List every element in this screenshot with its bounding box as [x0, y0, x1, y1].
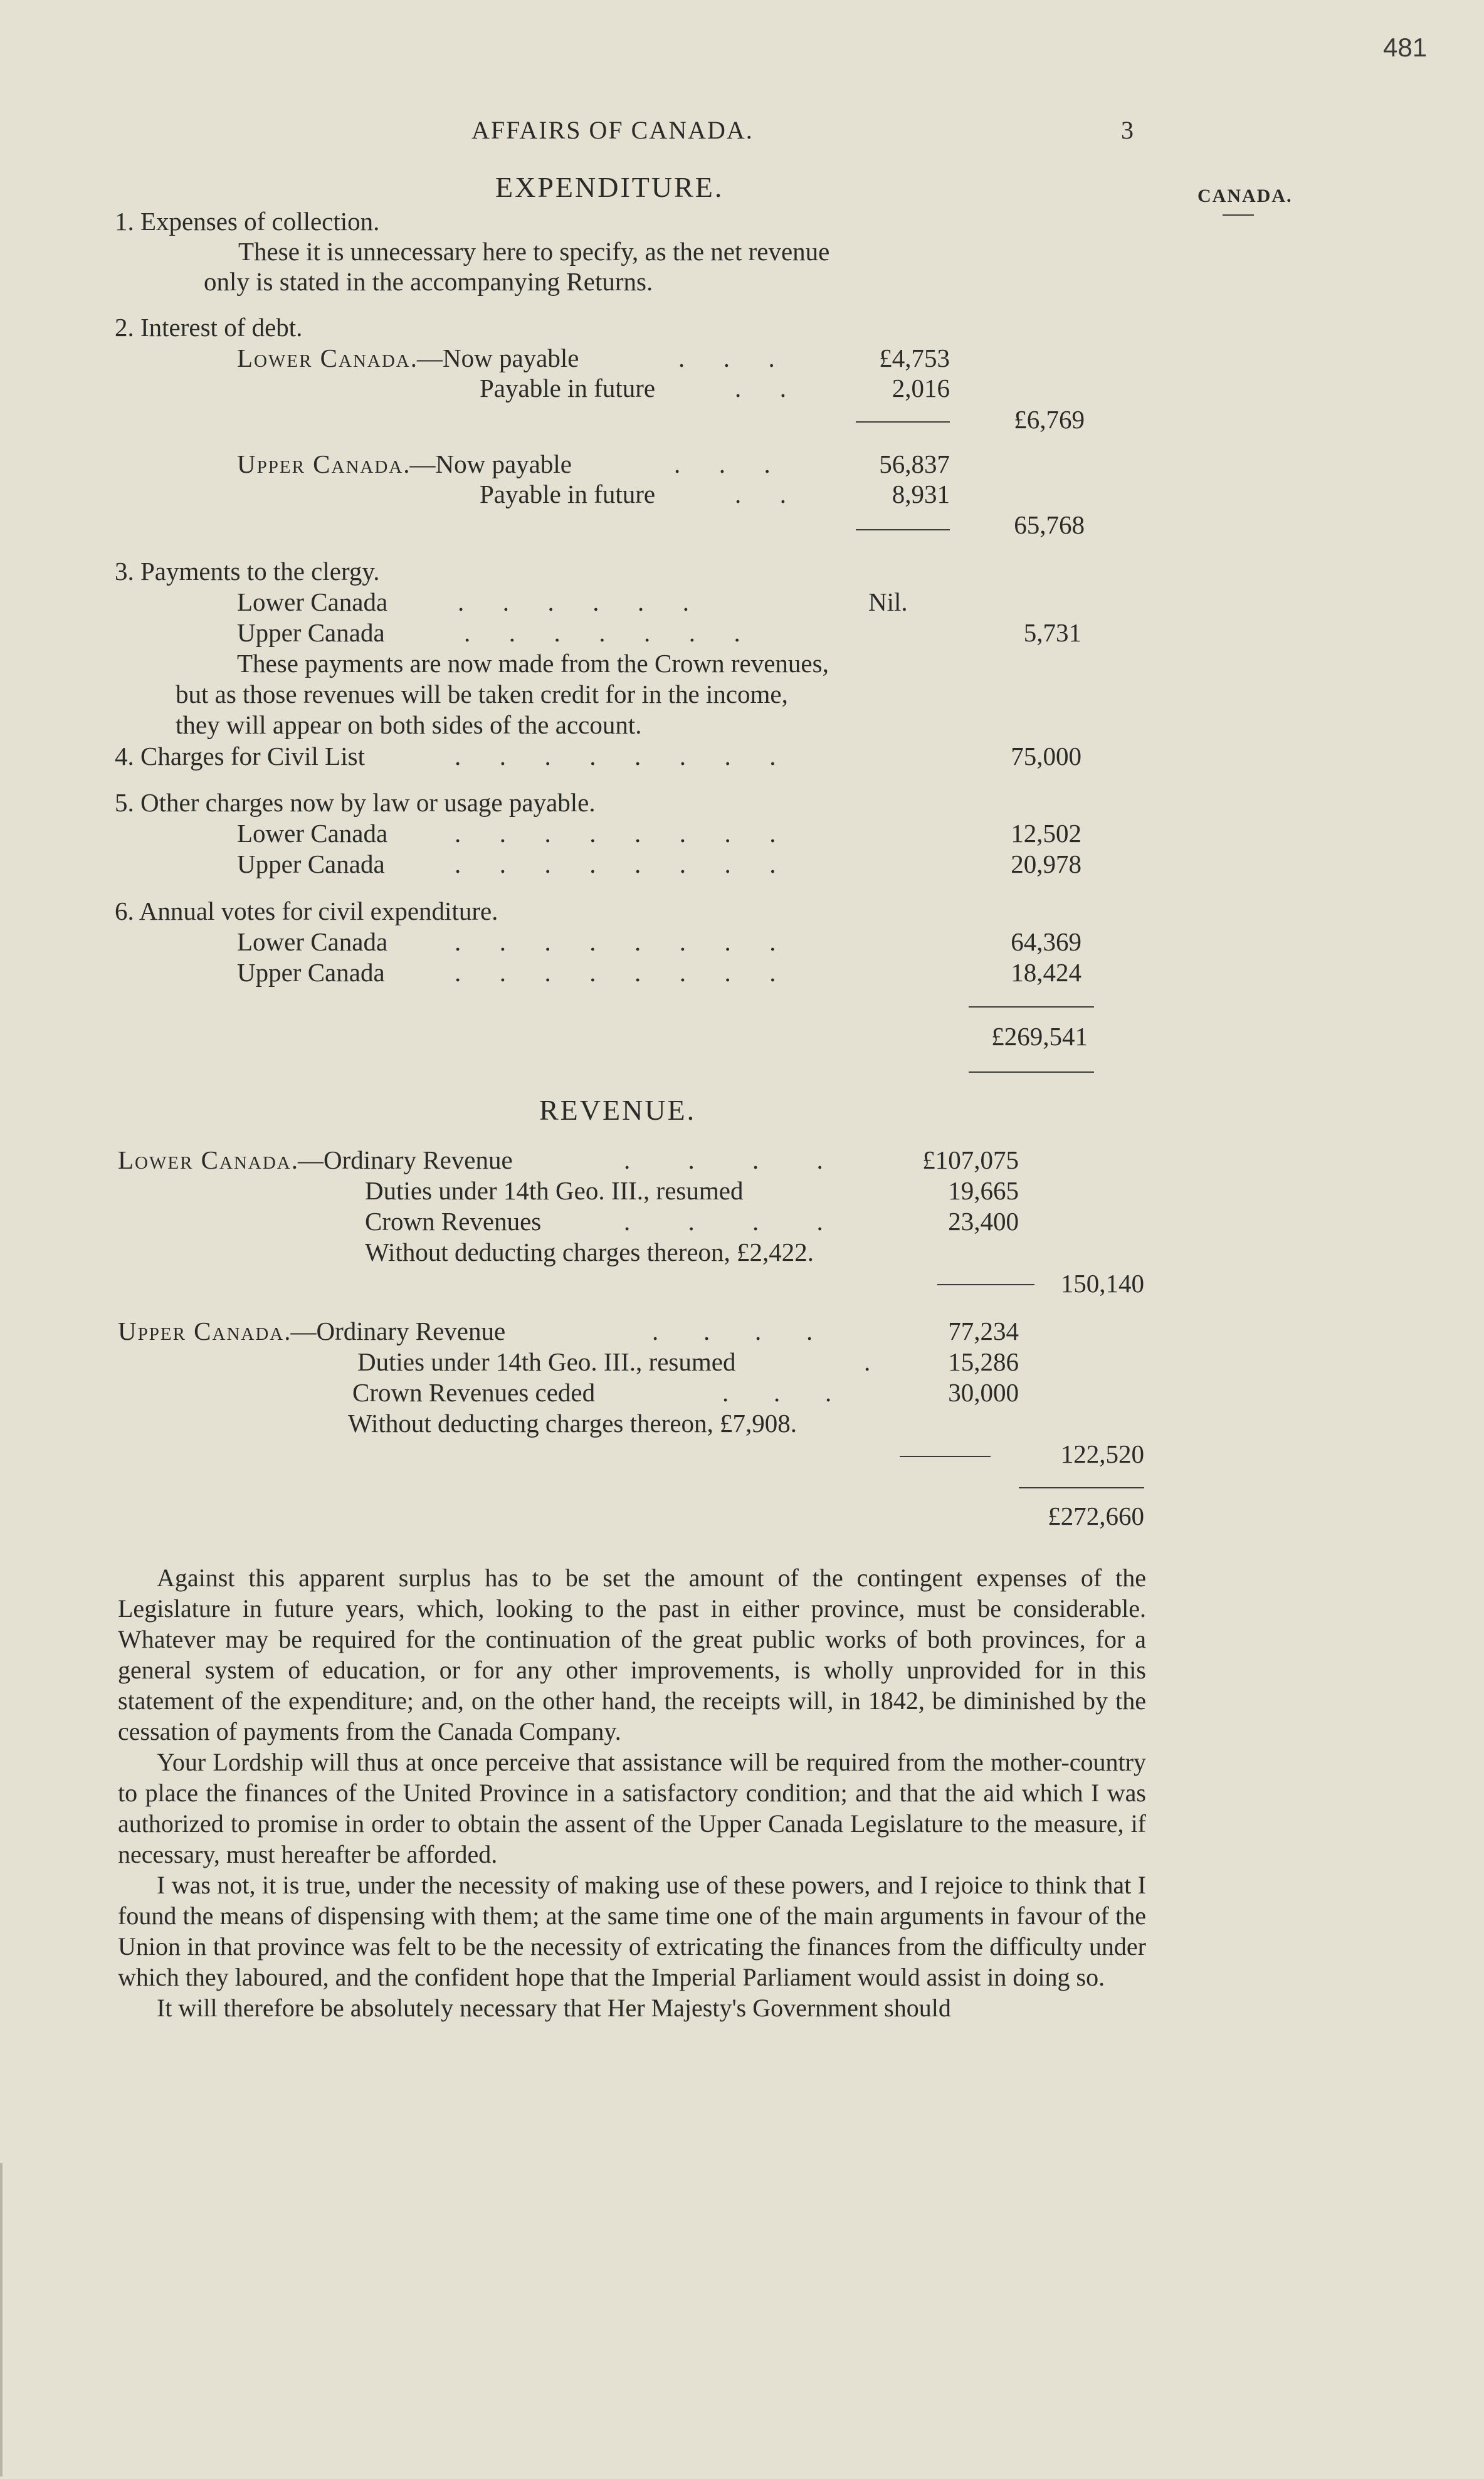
- upper-duties-value: 15,286: [948, 1347, 1019, 1376]
- uc-future-value: 8,931: [892, 480, 950, 508]
- subtotal-rule: [900, 1456, 991, 1457]
- item5-upper-value: 20,978: [1011, 850, 1081, 878]
- item3-label: 3. Payments to the clergy.: [115, 557, 380, 586]
- paragraph-1: Against this apparent surplus has to be set the amount of the contingent expenses of the Legislature in future years, which, looking to the past in either province, must be considerable. Whatever may be required for the continuation of the great public works of both provinces, for a general system of education, or for any other improvements, is wholly unprovided for in this statement of the expenditure; and, on the other hand, the receipts will, in 1842, be diminished by the cessation of payments from the Canada Company.: [118, 1564, 1146, 1745]
- leader-dots: . . .: [674, 450, 771, 478]
- lower-duties-label: Duties under 14th Geo. III., resumed: [365, 1176, 744, 1205]
- page-number: 481: [1383, 33, 1428, 62]
- item1-note-line1: These it is unnecessary here to specify, as the net revenue: [238, 237, 830, 266]
- item3-note-line3: they will appear on both sides of the account.: [176, 710, 642, 739]
- lower-revenue-prefix: Lower Canada: [118, 1145, 292, 1174]
- item3-upper-value: 5,731: [1023, 618, 1081, 647]
- leader-dots: . . . . . . . .: [455, 742, 776, 771]
- item3-note-line2: but as those revenues will be taken credit for in the income,: [176, 680, 788, 708]
- leader-dots: . . . .: [652, 1317, 813, 1345]
- lower-ordinary-label: .—Ordinary Revenue: [291, 1145, 513, 1174]
- lower-revenue-total: 150,140: [1060, 1269, 1144, 1298]
- lower-note: Without deducting charges thereon, £2,422.: [365, 1238, 814, 1266]
- item6-lower-label: Lower Canada: [237, 927, 388, 956]
- leader-dots: .: [864, 1347, 871, 1376]
- uc-debt-prefix: Upper Canada: [237, 450, 404, 478]
- leader-dots: . . .: [722, 1378, 832, 1407]
- upper-revenue-label: [118, 1315, 505, 1347]
- upper-ordinary-label: .—Ordinary Revenue: [284, 1317, 506, 1345]
- body-text: [118, 1562, 1146, 2023]
- revenue-grand-total: £272,660: [1048, 1502, 1144, 1530]
- running-header-title: AFFAIRS OF CANADA.: [471, 116, 754, 144]
- item1-label: 1. Expenses of collection.: [115, 207, 380, 236]
- revenue-heading: REVENUE.: [539, 1094, 697, 1126]
- item3-lower-label: Lower Canada: [237, 587, 388, 616]
- item2-label: 2. Interest of debt.: [115, 313, 303, 342]
- item1-note-line2: only is stated in the accompanying Returns.: [204, 267, 653, 296]
- uc-now-label: .—Now payable: [403, 450, 572, 478]
- item6-lower-value: 64,369: [1011, 927, 1081, 956]
- leader-dots: . . . . . . . .: [455, 958, 776, 987]
- total-rule-bottom: [969, 1071, 1094, 1073]
- total-rule-top: [1019, 1487, 1144, 1488]
- subtotal-rule: [856, 529, 950, 530]
- binding-edge: [0, 2163, 3, 2476]
- uc-future-label: Payable in future: [480, 480, 656, 508]
- leader-dots: . . . . . . .: [464, 618, 740, 647]
- leader-dots: . . .: [678, 344, 775, 372]
- paragraph-2: Your Lordship will thus at once perceive that assistance will be required from the mother-country to place the finances of the United Province in a satisfactory condition; and that the aid which I was authorized to promise in order to obtain the assent of the Upper Canada Legislature to the measure, if necessary, must hereafter be afforded.: [118, 1748, 1146, 1868]
- lower-crown-value: 23,400: [948, 1207, 1019, 1236]
- item6-upper-label: Upper Canada: [237, 958, 385, 987]
- item5-label: 5. Other charges now by law or usage payable.: [115, 788, 596, 817]
- item5-lower-value: 12,502: [1011, 819, 1081, 848]
- upper-ordinary-value: 77,234: [948, 1317, 1019, 1345]
- upper-crown-label: Crown Revenues ceded: [352, 1378, 596, 1407]
- item6-label: 6. Annual votes for civil expenditure.: [115, 897, 498, 925]
- lc-debt-label: [237, 342, 579, 374]
- lower-crown-label: Crown Revenues: [365, 1207, 542, 1236]
- expenditure-total: £269,541: [991, 1022, 1088, 1051]
- lc-now-value: £4,753: [879, 344, 950, 372]
- uc-debt-label: [237, 448, 572, 480]
- subtotal-rule: [856, 421, 950, 423]
- leader-dots: . . . . . . . .: [455, 850, 776, 878]
- leader-dots: . . . .: [624, 1207, 823, 1236]
- paragraph-4: It will therefore be absolutely necessary that Her Majesty's Government should: [157, 1994, 951, 2022]
- item5-upper-label: Upper Canada: [237, 850, 385, 878]
- item3-upper-label: Upper Canada: [237, 618, 385, 647]
- expenditure-heading: EXPENDITURE.: [495, 171, 724, 203]
- margin-label-rule: [1223, 214, 1254, 216]
- lc-future-value: 2,016: [892, 374, 950, 403]
- margin-label: CANADA.: [1197, 186, 1293, 206]
- leader-dots: . . . . . . . .: [455, 927, 776, 956]
- upper-note: Without deducting charges thereon, £7,908.: [348, 1409, 797, 1438]
- lower-ordinary-value: £107,075: [922, 1145, 1019, 1174]
- total-rule-top: [969, 1006, 1094, 1008]
- upper-revenue-prefix: Upper Canada: [118, 1317, 285, 1345]
- lc-debt-prefix: Lower Canada: [237, 344, 411, 372]
- item3-lower-value: Nil.: [868, 587, 908, 616]
- item4-value: 75,000: [1011, 742, 1081, 771]
- uc-now-value: 56,837: [879, 450, 950, 478]
- upper-revenue-total: 122,520: [1060, 1440, 1144, 1468]
- lc-now-label: .—Now payable: [410, 344, 579, 372]
- lower-revenue-label: [118, 1144, 513, 1176]
- item4-label: 4. Charges for Civil List: [115, 742, 365, 771]
- leader-dots: . . . . . .: [458, 587, 689, 616]
- leader-dots: . . . .: [624, 1145, 823, 1174]
- leader-dots: . .: [735, 374, 786, 403]
- upper-crown-value: 30,000: [948, 1378, 1019, 1407]
- lc-debt-total: £6,769: [1014, 405, 1085, 434]
- paragraph-3: I was not, it is true, under the necessity of making use of these powers, and I rejoice to think that I found the means of dispensing with them; at the same time one of the main arguments in favour of the Union in that province was felt to be the necessity of extricating the finances from the difficulty under which they laboured, and the confident hope that the Imperial Parliament would assist in doing so.: [118, 1871, 1146, 1991]
- leader-dots: . .: [735, 480, 786, 508]
- running-header-folio: 3: [1121, 116, 1135, 144]
- leader-dots: . . . . . . . .: [455, 819, 776, 848]
- uc-debt-total: 65,768: [1014, 510, 1085, 539]
- lower-duties-value: 19,665: [948, 1176, 1019, 1205]
- item5-lower-label: Lower Canada: [237, 819, 388, 848]
- upper-duties-label: Duties under 14th Geo. III., resumed: [357, 1347, 736, 1376]
- item3-note-line1: These payments are now made from the Crown revenues,: [237, 649, 829, 678]
- item6-upper-value: 18,424: [1011, 958, 1081, 987]
- lc-future-label: Payable in future: [480, 374, 656, 403]
